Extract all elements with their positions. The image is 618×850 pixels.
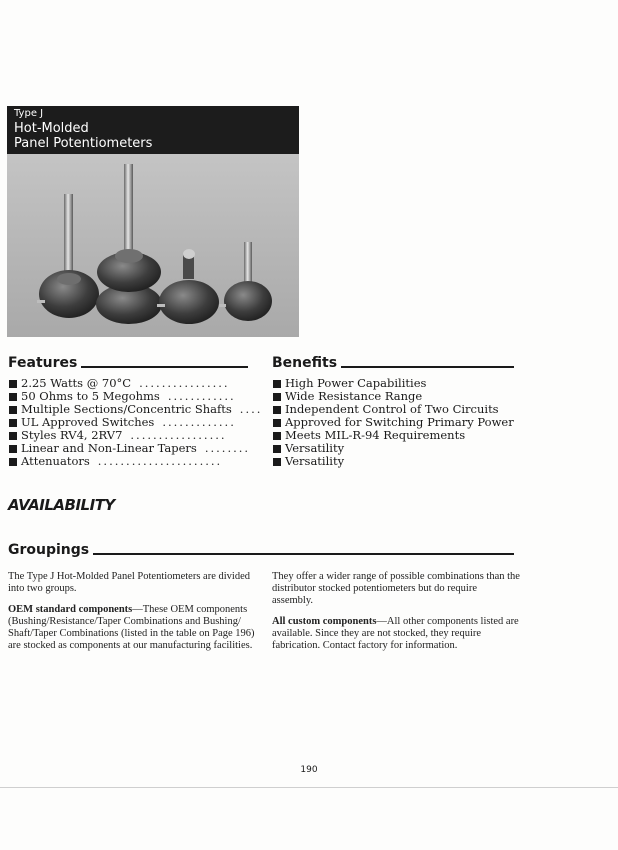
feature-item: UL Approved Switches ............. bbox=[8, 416, 246, 429]
product-photo bbox=[7, 154, 299, 337]
benefit-item: High Power Capabilities bbox=[272, 377, 517, 390]
benefit-item: Meets MIL-R-94 Requirements bbox=[272, 429, 517, 442]
features-heading-text: Features bbox=[8, 355, 78, 371]
bullet-icon bbox=[273, 419, 281, 427]
bullet-icon bbox=[273, 393, 281, 401]
benefit-item: Versatility bbox=[272, 455, 517, 468]
oem-paragraph bbox=[8, 604, 260, 652]
features-heading bbox=[8, 355, 248, 371]
title-line-1: Hot-Molded bbox=[14, 121, 89, 136]
groupings-intro: The Type J Hot-Molded Panel Potentiometers are divided into two groups. bbox=[8, 571, 250, 594]
groupings-heading bbox=[8, 542, 514, 558]
title-line-2: Panel Potentiometers bbox=[14, 136, 153, 151]
benefit-item: Wide Resistance Range bbox=[272, 390, 517, 403]
benefits-list bbox=[272, 377, 517, 468]
benefit-item: Approved for Switching Primary Power bbox=[272, 416, 517, 429]
benefit-item: Independent Control of Two Circuits bbox=[272, 403, 517, 416]
groupings-right-column bbox=[272, 571, 520, 652]
features-list bbox=[8, 376, 263, 468]
bullet-icon bbox=[273, 432, 281, 440]
bullet-icon bbox=[9, 432, 17, 440]
bullet-icon bbox=[9, 419, 17, 427]
oem-title: OEM standard components bbox=[8, 604, 133, 615]
benefits-heading-text: Benefits bbox=[272, 355, 338, 371]
groupings-left-column bbox=[8, 571, 260, 652]
feature-item: Multiple Sections/Concentric Shafts .... bbox=[8, 403, 246, 416]
groupings-rule bbox=[93, 553, 514, 555]
bullet-icon bbox=[9, 406, 17, 414]
benefits-rule bbox=[341, 366, 514, 368]
product-header bbox=[7, 106, 299, 154]
bullet-icon bbox=[273, 406, 281, 414]
feature-item: 50 Ohms to 5 Megohms ............ bbox=[8, 390, 246, 403]
feature-item: Linear and Non-Linear Tapers ........ bbox=[8, 442, 246, 455]
availability-heading: AVAILABILITY bbox=[8, 496, 115, 514]
bullet-icon bbox=[9, 380, 17, 388]
groupings-intro-right: They offer a wider range of possible combinations than the distributor stocked potentiometers but do require assembly. bbox=[272, 571, 520, 606]
feature-item: Styles RV4, 2RV7 ................. bbox=[8, 429, 246, 442]
bullet-icon bbox=[273, 445, 281, 453]
scan-divider bbox=[0, 787, 618, 788]
features-rule bbox=[81, 366, 248, 368]
feature-item: Attenuators ...................... bbox=[8, 455, 246, 468]
benefit-item: Versatility bbox=[272, 442, 517, 455]
bullet-icon bbox=[9, 458, 17, 466]
groupings-heading-text: Groupings bbox=[8, 542, 90, 558]
custom-paragraph bbox=[272, 616, 520, 652]
potentiometers-illustration bbox=[7, 154, 299, 337]
bullet-icon bbox=[9, 445, 17, 453]
bullet-icon bbox=[9, 393, 17, 401]
custom-text: —All other components listed are available. Since they are not stocked, they require fabrication. Contact factory for information. bbox=[272, 616, 519, 651]
bullet-icon bbox=[273, 380, 281, 388]
oem-text: —These OEM components (Bushing/Resistance/Taper Combinations and Bushing/ Shaft/Taper Combinations (listed in the table on Page 196) are stocked as components at our manufacturing facilities. bbox=[8, 604, 255, 651]
feature-item: 2.25 Watts @ 70°C ................ bbox=[8, 377, 246, 390]
custom-title: All custom components bbox=[272, 616, 377, 627]
type-label: Type J bbox=[14, 108, 44, 119]
bullet-icon bbox=[273, 458, 281, 466]
benefits-heading bbox=[272, 355, 514, 371]
page-number: 190 bbox=[300, 765, 318, 775]
